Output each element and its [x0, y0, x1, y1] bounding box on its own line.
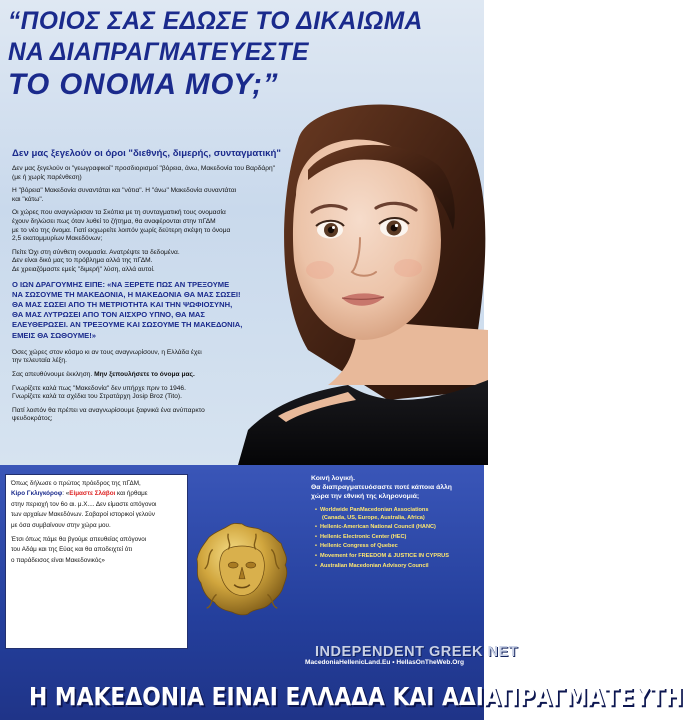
text-line: Έτσι όπως πάμε θα βγούμε απευθείας απόγονοι	[11, 536, 147, 544]
main-slogan: Η ΜΑΚΕΔΟΝΙΑ ΕΙΝΑΙ ΕΛΛΑΔΑ ΚΑΙ ΑΔΙΑΠΡΑΓΜΑΤΕΥΤΗ	[29, 682, 683, 711]
text-line: Όπως δήλωσε ο πρώτος πρόεδρος της πΓΔΜ,	[11, 480, 141, 487]
outro-paragraph-4	[12, 407, 318, 424]
text-line: με όσα συμβαίνουν στην χώρα μου.	[11, 521, 111, 529]
text-line: ψευδοκράτος;	[12, 415, 53, 423]
bullet-icon: •	[315, 524, 317, 531]
gligorov-paragraph-1	[11, 479, 182, 531]
org-name: Australian Macedonian Advisory Council	[319, 562, 429, 569]
org-name-continued: (Canada, US, Europe, Australia, Africa)	[322, 514, 425, 521]
intro-paragraph-3	[12, 209, 318, 243]
bullet-icon: •	[315, 507, 317, 513]
text-line: του Αδάμ και της Εύας και θα αποδειχτεί ότι	[11, 546, 133, 554]
text-line: Δε χρειαζόμαστε εμείς "διμερή" λύση, αλλά αυτοί.	[12, 265, 155, 273]
headline-line-1: “ΠΟΙΟΣ ΣΑΣ ΕΔΩΣΕ ΤΟ ΔΙΚΑΙΩΜΑ	[8, 7, 423, 35]
outro-paragraph-2	[12, 371, 318, 380]
common-sense-box	[311, 474, 479, 659]
top-panel	[0, 0, 484, 465]
text-line: στην περιοχή τον 6ο αι. μ.Χ.... Δεν είμαστε απόγονοι	[11, 500, 157, 508]
bullet-icon: •	[315, 543, 317, 550]
appeal-text: Σας απευθύνουμε έκκληση.	[12, 370, 95, 378]
quote-line: ΘΑ ΜΑΣ ΛΥΤΡΩΣΕΙ ΑΠΟ ΤΟΝ ΑΙΣΧΡΟ ΥΠΝΟ, ΘΑ ΜΑΣ	[12, 310, 205, 320]
independent-greek-net-logo: INDEPENDENT GREEK NET	[315, 644, 519, 660]
headline-line-3: ΤΟ ΟΝΟΜΑ ΜΟΥ;”	[8, 68, 279, 101]
text-line: Γνωρίζετε καλά πως "Μακεδονία" δεν υπήρχε πριν το 1946.	[12, 384, 186, 392]
organization-item	[315, 524, 479, 532]
text-line: των αρχαίων Μακεδόνων. Σοβαροί ιστορικοί γελούν	[11, 511, 155, 519]
org-name: Movement for FREEDOM & JUSTICE IN CYPRUS	[319, 552, 449, 559]
org-name: Hellenic Electronic Center (HEC)	[319, 533, 407, 540]
quote-line: ΝΑ ΣΩΣΟΥΜΕ ΤΗ ΜΑΚΕΔΟΝΙΑ, Η ΜΑΚΕΔΟΝΙΑ ΘΑ ΜΑΣ ΣΩΣΕΙ!	[12, 289, 241, 299]
text-line: την τελευταία λέξη.	[12, 357, 67, 365]
text-line: 2,5 εκατομμυρίων Μακεδόνων;	[12, 235, 103, 243]
outro-paragraph-1	[12, 349, 318, 366]
quote-line: ΕΛΕΥΘΕΡΩΣΕΙ. ΑΝ ΤΡΕΞΟΥΜΕ ΚΑΙ ΣΩΣΟΥΜΕ ΤΗ ΜΑΚΕΔΟΝΙΑ,	[12, 320, 243, 330]
text-line: έχουν δηλώσει πως όταν λυθεί το ζήτημα, θα αναφέρονται στην πΓΔΜ	[12, 217, 216, 225]
gold-medusa-medallion	[193, 520, 291, 618]
common-sense-text	[311, 474, 479, 501]
text-line: και "κάτω".	[12, 195, 44, 203]
text-line: Η "βόρεια" Μακεδονία συναντάται και "νότια". Η "άνω" Μακεδονία συναντάται	[12, 187, 237, 195]
text-line: χώρα την εθνική της κληρονομιά;	[311, 493, 420, 500]
gligorov-quote-box	[5, 474, 188, 649]
text-line: ο παράδεισος είναι Μακεδονικός»	[11, 556, 105, 564]
organization-item	[315, 507, 479, 522]
gligorov-paragraph-2	[11, 535, 182, 566]
intro-paragraph-4	[12, 249, 318, 275]
text-line: Γνωρίζετε καλά τα σχέδια του Στρατάρχη Josip Broz (Tito).	[12, 393, 182, 401]
org-name: Worldwide PanMacedonian Associations	[319, 507, 429, 513]
org-name: Hellenic Congress of Quebec	[319, 543, 398, 550]
text-line: Πείτε Όχι στη σύνθετη ονομασία. Ανατρέψτε τα δεδομένα.	[12, 248, 180, 256]
bottom-panel	[0, 465, 683, 720]
website-links: MacedoniaHellenicLand.Eu • HellasOnTheWeb.Org	[305, 659, 465, 666]
text-line: Δεν μας ξεγελούν οι "γεωγραφικοί" προσδιορισμοί "βόρεια, άνω, Μακεδονία του Βαρδάρη"	[12, 165, 275, 172]
bullet-icon: •	[315, 552, 317, 559]
quote-line: ΕΜΕΙΣ ΘΑ ΣΩΘΟΥΜΕ!»	[12, 330, 96, 340]
text-line: Θα διαπραγματευόσαστε ποτέ κάποια άλλη	[311, 484, 452, 491]
gligorov-name: Κίρο Γκλιγκόροφ	[11, 490, 63, 498]
text-line: (με ή χωρίς παρένθεση)	[12, 173, 82, 181]
text-line: Δεν είναι δικό μας το πρόβλημα αλλά της πΓΔΜ.	[12, 257, 153, 265]
org-name: Hellenic-American National Council (HANC)	[319, 524, 436, 531]
organizations-list	[311, 507, 479, 570]
appeal-emphasis: Μην ξεπουλήσετε το όνομα μας.	[94, 370, 195, 378]
text-line: Κοινή λογική.	[311, 475, 355, 482]
outro-paragraph-3	[12, 385, 318, 402]
intro-subheading: Δεν μας ξεγελούν οι όροι "διεθνής, διμερής, συνταγματική"	[12, 148, 281, 159]
organization-item	[315, 553, 479, 561]
text-line: με το νέο της όνομα. Γιατί εκχωρείτε λοιπόν χωρίς δεύτερη σκέψη το όνομα	[12, 226, 231, 234]
headline	[8, 6, 469, 102]
text-line: Οι χώρες που αναγνώρισαν τα Σκόπια με τη συνταγματική τους ονομασία	[12, 209, 226, 217]
dragoumis-quote	[12, 280, 318, 341]
text-column	[12, 148, 318, 429]
organization-item	[315, 563, 479, 571]
quote-line: ΘΑ ΜΑΣ ΣΩΣΕΙ ΑΠΟ ΤΗ ΜΕΤΡΙΟΤΗΤΑ ΚΑΙ ΤΗΝ ΨΩΦΙΟΣΥΝΗ,	[12, 299, 233, 309]
bullet-icon: •	[315, 533, 317, 540]
intro-paragraph-1	[12, 165, 318, 182]
text-line: Όσες χώρες στον κόσμο κι αν τους αναγνωρίσουν, η Ελλάδα έχει	[12, 348, 202, 356]
quote-line: Ο ΙΩΝ ΔΡΑΓΟΥΜΗΣ ΕΙΠΕ: «ΝΑ ΞΕΡΕΤΕ ΠΩΣ ΑΝ ΤΡΕΞΟΥΜΕ	[12, 279, 230, 289]
headline-line-2: ΝΑ ΔΙΑΠΡΑΓΜΑΤΕΥΕΣΤΕ	[8, 38, 309, 66]
organization-item	[315, 543, 479, 551]
bullet-icon: •	[315, 562, 317, 569]
intro-paragraph-2	[12, 187, 318, 204]
organization-item	[315, 534, 479, 542]
text-fragment: : «	[62, 490, 70, 498]
text-line: Πατί λοιπόν θα πρέπει να αναγνωρίσουμε ξαφνικά ένα ανύπαρκτο	[12, 406, 205, 414]
slavs-emphasis: Είμαστε Σλάβοι	[69, 490, 116, 498]
text-fragment: και ήρθαμε	[115, 490, 148, 498]
